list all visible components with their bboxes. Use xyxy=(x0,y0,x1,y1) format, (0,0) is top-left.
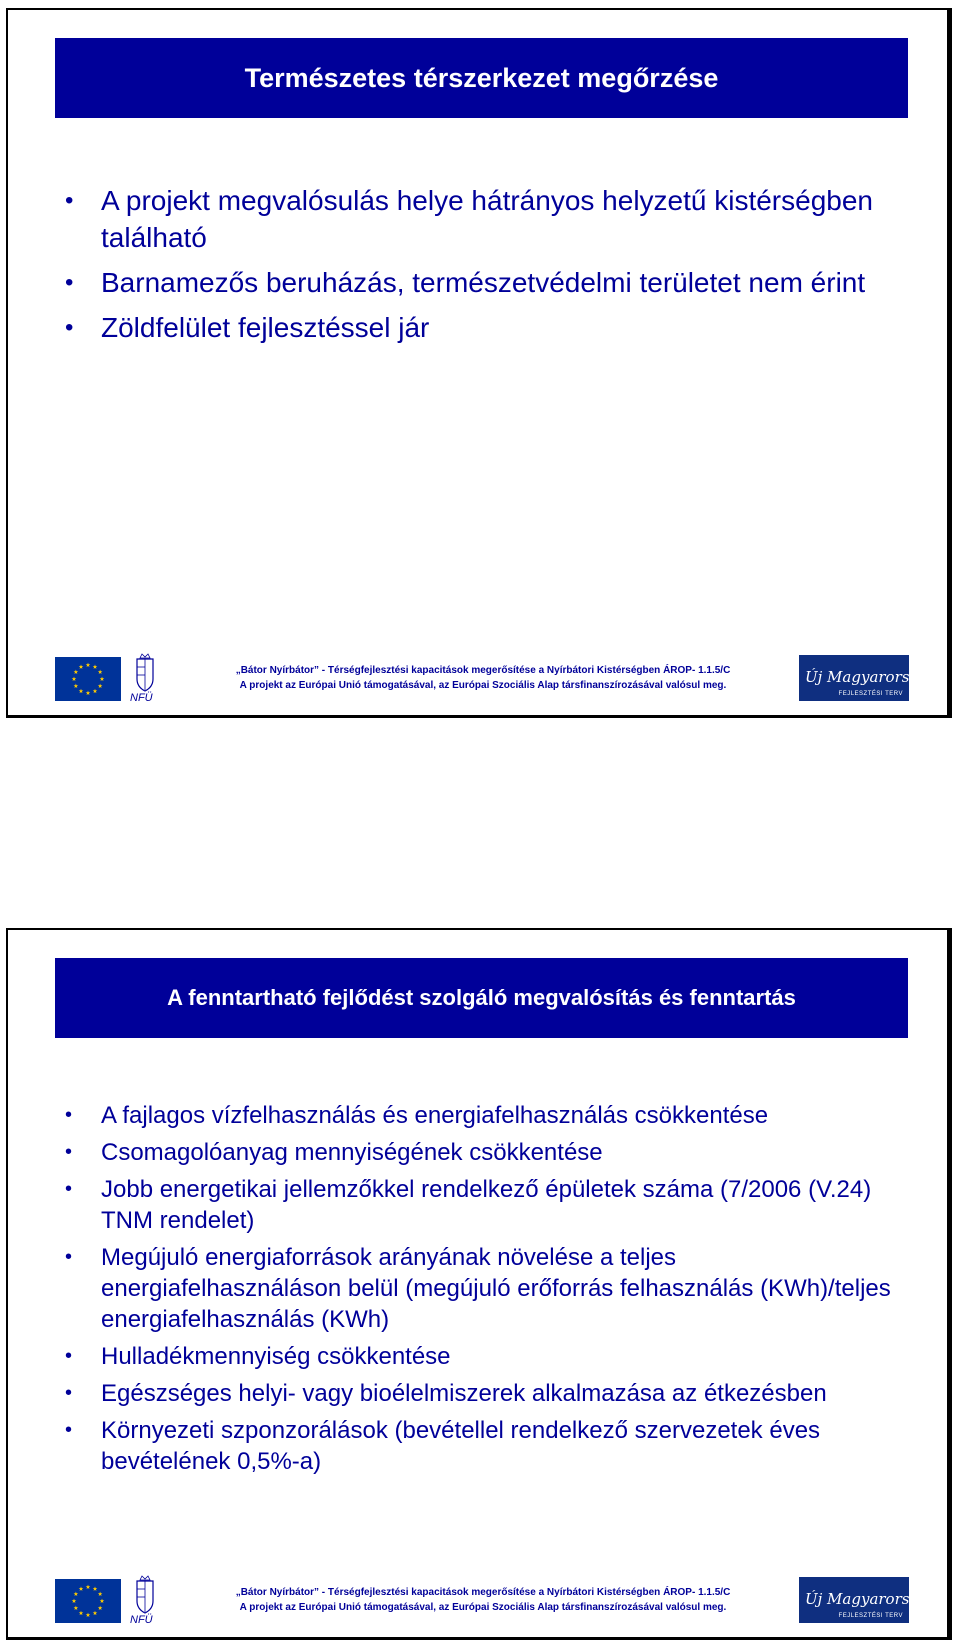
bullet-list xyxy=(63,1100,917,1483)
slide-title: A fenntartható fejlődést szolgáló megvalósítás és fenntartás xyxy=(55,958,908,1038)
nfu-logo-text: NFÜ xyxy=(130,1614,153,1625)
footer-line-1: „Bátor Nyírbátor” - Térségfejlesztési kapacitások megerősítése a Nyírbátori Kistérségben ÁROP- 1.1.5/C xyxy=(235,665,731,676)
eu-star xyxy=(86,691,91,695)
eu-star xyxy=(86,1585,91,1589)
eu-star xyxy=(74,1606,79,1610)
bullet-item: • A projekt megvalósulás helye hátrányos helyzetű kistérségben található xyxy=(63,182,917,256)
slide-title: Természetes térszerkezet megőrzése xyxy=(55,38,908,118)
eu-star xyxy=(98,1606,103,1610)
eu-star xyxy=(100,677,105,681)
um-logo-subtext: FEJLESZTÉSI TERV xyxy=(838,691,903,697)
eu-star xyxy=(93,664,98,668)
bullet-list xyxy=(63,182,917,354)
bullet-item: • Barnamezős beruházás, természetvédelmi területet nem érint xyxy=(63,264,917,301)
bullet-item: • Csomagolóanyag mennyiségének csökkentése xyxy=(63,1137,917,1168)
um-logo-text: Új Magyarország xyxy=(805,1590,936,1608)
bullet-item: • Környezeti szponzorálások (bevétellel rendelkező szervezetek éves bevételének 0,5%-a) xyxy=(63,1415,917,1477)
eu-star xyxy=(79,1586,84,1590)
eu-star xyxy=(72,1599,77,1603)
eu-star xyxy=(86,1613,91,1617)
eu-star xyxy=(79,664,84,668)
bullet-item: • Egészséges helyi- vagy bioélelmiszerek alkalmazása az étkezésben xyxy=(63,1378,917,1409)
bullet-item: • Jobb energetikai jellemzőkkel rendelkező épületek száma (7/2006 (V.24) TNM rendelet) xyxy=(63,1174,917,1236)
eu-star xyxy=(93,1586,98,1590)
footer-line-2: A projekt az Európai Unió támogatásával, az Európai Szociális Alap társfinanszírozásával valósul meg. xyxy=(239,1602,727,1613)
uj-magyarorszag-logo xyxy=(799,1577,936,1623)
um-logo-subtext: FEJLESZTÉSI TERV xyxy=(838,1613,903,1619)
eu-star xyxy=(79,689,84,693)
um-logo-text: Új Magyarország xyxy=(805,668,936,686)
slide-footer xyxy=(8,1575,947,1625)
hungarian-crest-icon xyxy=(128,653,162,703)
bullet-item: • A fajlagos vízfelhasználás és energiafelhasználás csökkentése xyxy=(63,1100,917,1131)
eu-star xyxy=(86,663,91,667)
eu-star xyxy=(74,684,79,688)
slide-2 xyxy=(6,928,952,1640)
hungarian-crest-icon xyxy=(128,1575,162,1625)
eu-star xyxy=(98,1592,103,1596)
footer-line-2: A projekt az Európai Unió támogatásával, az Európai Szociális Alap társfinanszírozásával valósul meg. xyxy=(239,680,727,691)
eu-star xyxy=(79,1611,84,1615)
slide-footer xyxy=(8,653,947,703)
nfu-logo-text: NFÜ xyxy=(130,692,153,703)
slide-1 xyxy=(6,8,952,718)
bullet-item: • Hulladékmennyiség csökkentése xyxy=(63,1341,917,1372)
footer-text xyxy=(168,663,798,693)
eu-star xyxy=(93,1611,98,1615)
eu-star xyxy=(93,689,98,693)
bullet-item: • Zöldfelület fejlesztéssel jár xyxy=(63,309,917,346)
bullet-item: • Megújuló energiaforrások arányának növelése a teljes energiafelhasználáson belül (megújuló erőforrás felhasználás (KWh)/teljes energiafelhasználás (KWh) xyxy=(63,1242,917,1335)
eu-star xyxy=(100,1599,105,1603)
eu-star xyxy=(74,1592,79,1596)
eu-flag-icon xyxy=(55,1579,121,1623)
eu-flag-icon xyxy=(55,657,121,701)
uj-magyarorszag-logo xyxy=(799,655,936,701)
footer-text xyxy=(168,1585,798,1615)
eu-star xyxy=(98,670,103,674)
eu-star xyxy=(98,684,103,688)
eu-star xyxy=(74,670,79,674)
footer-line-1: „Bátor Nyírbátor” - Térségfejlesztési kapacitások megerősítése a Nyírbátori Kistérségben ÁROP- 1.1.5/C xyxy=(235,1587,731,1598)
eu-star xyxy=(72,677,77,681)
